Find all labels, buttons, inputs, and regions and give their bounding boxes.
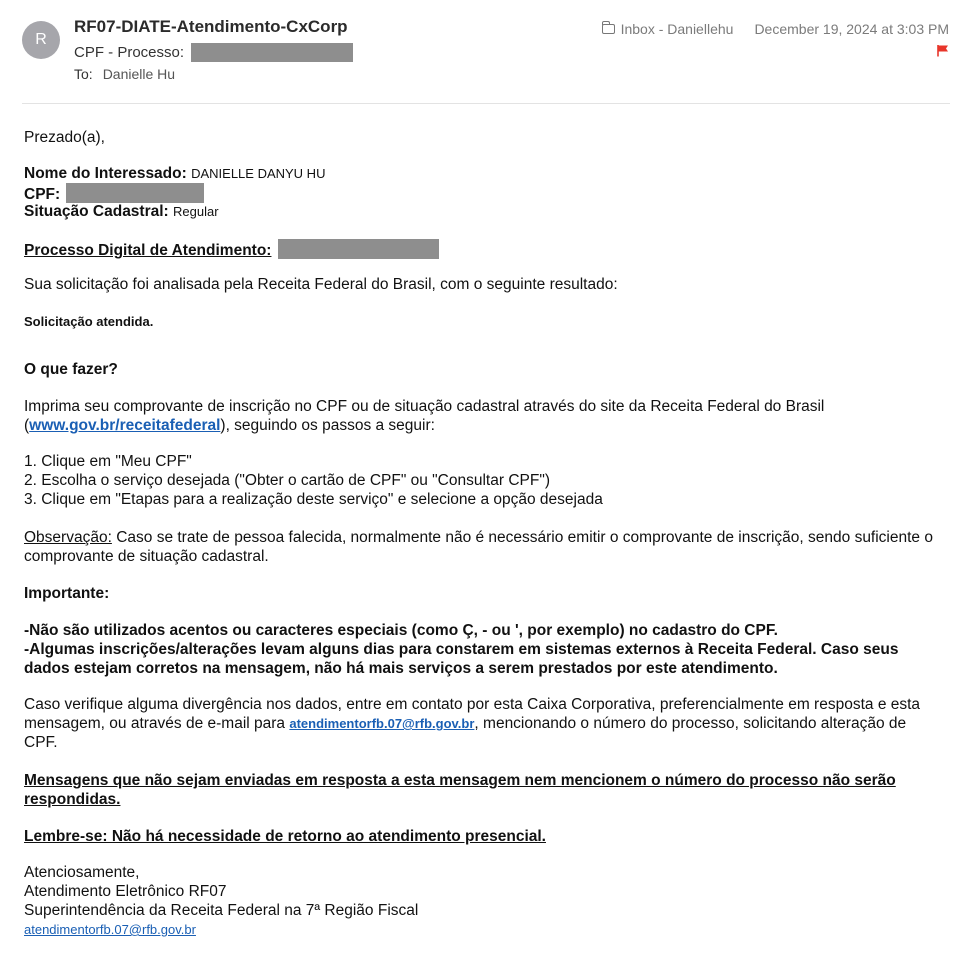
step-item: 1. Clique em "Meu CPF" [24, 453, 192, 470]
obs-label: Observação: [24, 529, 112, 546]
email-link[interactable]: atendimentorfb.07@rfb.gov.br [289, 716, 475, 731]
folder-icon [602, 24, 615, 34]
recipient-row [74, 66, 175, 82]
imprima-open: ( [24, 417, 30, 434]
email-subject [74, 43, 353, 62]
importante-heading: Importante: [24, 585, 110, 602]
signature-closing: Atenciosamente, [24, 864, 140, 881]
sender-avatar[interactable]: R [22, 21, 60, 59]
caso-paragraph [24, 695, 940, 752]
resultado-text: Solicitação atendida. [24, 314, 154, 329]
signature-dept: Atendimento Eletrônico RF07 [24, 883, 227, 900]
step-item: 3. Clique em "Etapas para a realização deste serviço" e selecione a opção desejada [24, 491, 603, 508]
analise-text: Sua solicitação foi analisada pela Receita Federal do Brasil, com o seguinte resultado: [24, 276, 618, 293]
redacted-processo [278, 239, 439, 259]
to-label: To: [74, 66, 93, 82]
recipient-name[interactable]: Danielle Hu [102, 66, 176, 82]
imprima-text-1: Imprima seu comprovante de inscrição no CPF ou de situação cadastral através do site da Receita Federal do Brasil [24, 398, 825, 415]
situacao-value: Regular [173, 204, 219, 219]
signature-org: Superintendência da Receita Federal na 7ª Região Fiscal [24, 902, 419, 919]
obs-text: Caso se trate de pessoa falecida, normalmente não é necessário emitir o comprovante de inscrição, sendo suficiente o comprovante de situação cadastral. [24, 529, 933, 565]
nome-value: DANIELLE DANYU HU [191, 166, 326, 181]
o-que-fazer-heading: O que fazer? [24, 361, 118, 378]
processo-line [24, 239, 940, 260]
header-divider [22, 103, 950, 104]
nome-line [24, 164, 940, 183]
receita-site-link[interactable]: www.gov.br/receitafederal [29, 417, 221, 434]
greeting: Prezado(a), [24, 129, 105, 146]
mailbox-folder[interactable]: Inbox - Daniellehu [620, 21, 734, 37]
situacao-line [24, 202, 940, 221]
cpf-line [24, 183, 940, 204]
caso-text-1: Caso verifique alguma divergência nos dados, entre em contato por esta Caixa Corporativa, preferencialmente em resposta e esta mensagem, ou através de e-mail para [24, 696, 921, 732]
sender-name[interactable]: RF07-DIATE-Atendimento-CxCorp [74, 17, 348, 36]
redacted-cpf [66, 183, 204, 203]
step-item: 2. Escolha o serviço desejada ("Obter o cartão de CPF" ou "Consultar CPF") [24, 472, 550, 489]
importante-item-2: -Algumas inscrições/alterações levam alguns dias para constarem em sistemas externos à Receita Federal. Caso seus dados estejam corretos na mensagem, não há mais serviços a serem prestados por este atendimento. [24, 641, 899, 677]
signature-email-link[interactable]: atendimentorfb.07@rfb.gov.br [24, 922, 196, 937]
nome-label: Nome do Interessado: [24, 165, 187, 182]
observacao-paragraph [24, 528, 940, 566]
imprima-text-2: ), seguindo os passos a seguir: [220, 417, 435, 434]
imprima-paragraph [24, 397, 940, 435]
aviso-text: Mensagens que não sejam enviadas em resposta a esta mensagem nem mencionem o número do processo não serão respondidas. [24, 772, 896, 808]
importante-item-1: -Não são utilizados acentos ou caracteres especiais (como Ç, - ou ', por exemplo) no cadastro do CPF. [24, 622, 778, 639]
email-header [0, 0, 980, 105]
caso-text-2: , mencionando o número do processo, solicitando alteração de CPF. [24, 715, 907, 751]
flag-icon[interactable] [936, 44, 949, 57]
situacao-label: Situação Cadastral: [24, 203, 169, 220]
received-date: December 19, 2024 at 3:03 PM [754, 21, 949, 37]
lembre-text: Lembre-se: Não há necessidade de retorno ao atendimento presencial. [24, 828, 546, 845]
processo-label: Processo Digital de Atendimento: [24, 242, 272, 259]
subject-prefix: CPF - Processo: [74, 44, 185, 61]
signature-email-line [24, 920, 940, 939]
redacted-process-number [191, 43, 353, 62]
cpf-label: CPF: [24, 186, 61, 203]
email-meta [602, 21, 949, 37]
